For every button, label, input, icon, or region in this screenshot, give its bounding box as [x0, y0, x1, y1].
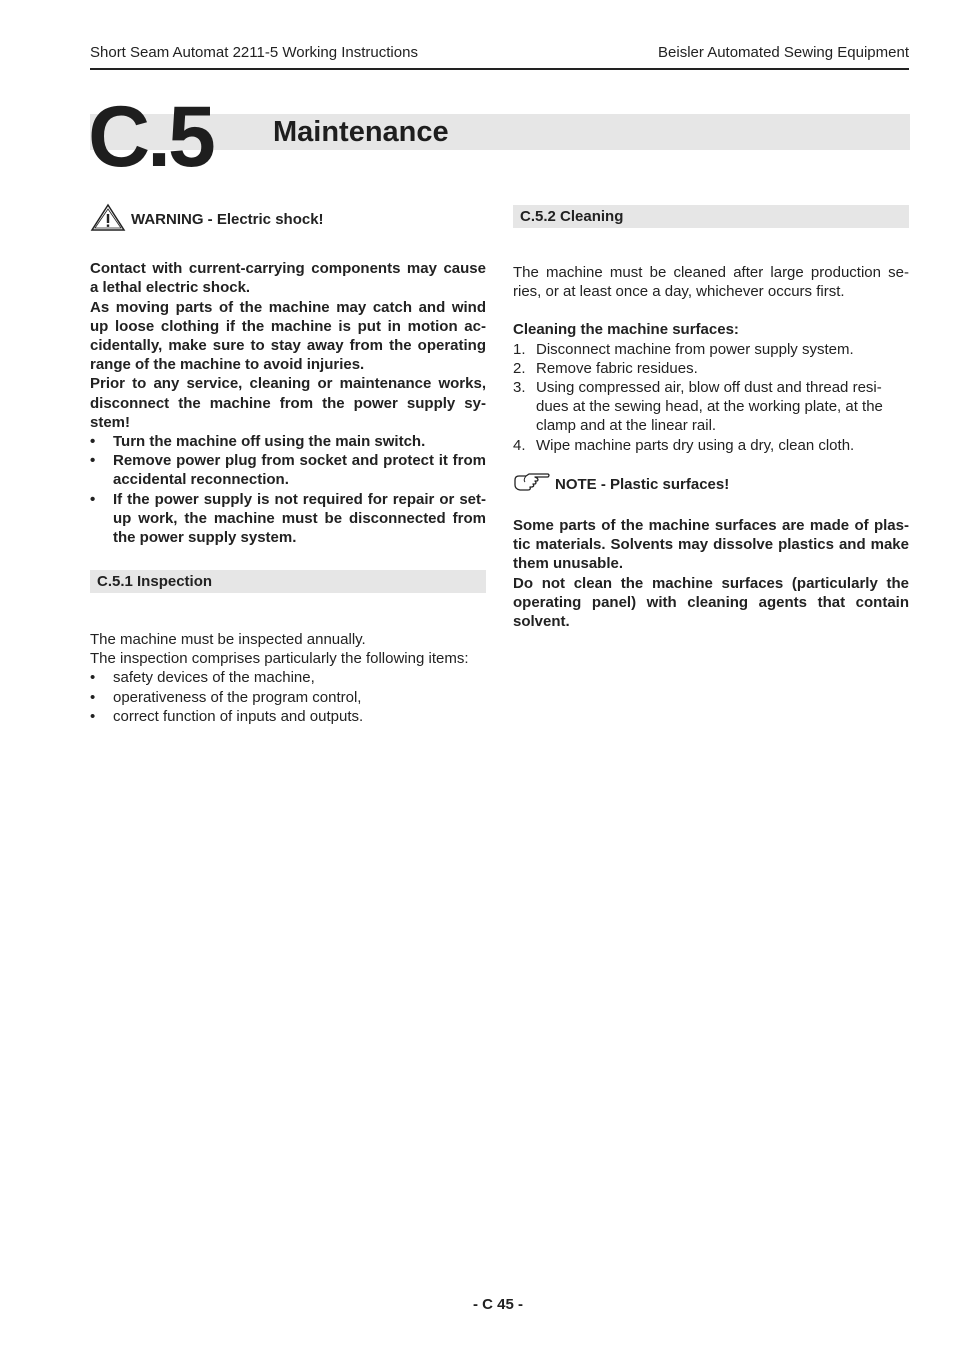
surfaces-heading: Cleaning the machine surfaces:	[513, 321, 739, 339]
warning-bullet-list	[90, 432, 486, 547]
note-paragraph: Some parts of the machine surfaces are made of plas-tic materials. Solvents may dissolve plastics and make them unusable.	[513, 517, 909, 573]
header-left: Short Seam Automat 2211-5 Working Instructions	[90, 44, 418, 61]
header-right: Beisler Automated Sewing Equipment	[658, 44, 909, 61]
left-column	[90, 203, 486, 547]
warning-paragraph: As moving parts of the machine may catch and wind up loose clothing if the machine is put in motion ac-cidentally, make sure to stay away from the operating range of the machine to avoid injuries.	[90, 298, 486, 374]
inspection-line: The machine must be inspected annually.	[90, 631, 366, 648]
list-item: • operativeness of the program control,	[90, 688, 362, 706]
list-item: 4. Wipe machine parts dry using a dry, clean cloth.	[513, 436, 855, 454]
inspection-line: The inspection comprises particularly the following items:	[90, 650, 469, 668]
list-item: • correct function of inputs and outputs.	[90, 707, 364, 725]
page-header	[90, 42, 909, 70]
warning-paragraph: Prior to any service, cleaning or maintenance works, disconnect the machine from the power supply sy-stem!	[90, 375, 486, 431]
cleaning-section	[513, 205, 909, 631]
warning-title: WARNING - Electric shock!	[131, 211, 324, 228]
warning-text	[90, 259, 486, 547]
pointing-hand-icon	[513, 472, 551, 497]
note-text	[513, 516, 909, 631]
list-item: 2. Remove fabric residues.	[513, 359, 698, 377]
chapter-title-bar	[90, 114, 910, 150]
inspection-heading: C.5.1 Inspection	[90, 570, 486, 593]
note-paragraph: Do not clean the machine surfaces (particularly the operating panel) with cleaning agents that contain solvent.	[513, 574, 909, 631]
warning-triangle-icon	[90, 203, 126, 236]
inspection-section	[90, 570, 486, 726]
cleaning-heading: C.5.2 Cleaning	[513, 205, 909, 228]
list-item: • Remove power plug from socket and protect it from accidental reconnection.	[90, 452, 486, 489]
chapter-number: C.5	[88, 89, 213, 185]
page-number: - C 45 -	[472, 1296, 523, 1313]
cleaning-intro: The machine must be cleaned after large production se-ries, or at least once a day, whichever occurs first.	[513, 264, 909, 301]
list-item: • If the power supply is not required for repair or set-up work, the machine must be disconnected from the power supply system.	[90, 490, 486, 547]
chapter-title: Maintenance	[273, 116, 449, 148]
cleaning-steps	[513, 340, 909, 455]
list-item: 1. Disconnect machine from power supply system.	[513, 340, 854, 358]
list-item: • safety devices of the machine,	[90, 669, 315, 687]
list-item: 3. Using compressed air, blow off dust and thread resi-dues at the sewing head, at the working plate, at the clamp and at the linear rail.	[513, 379, 883, 435]
note-title: NOTE - Plastic surfaces!	[555, 475, 730, 493]
warning-heading	[90, 203, 486, 236]
list-item: • Turn the machine off using the main switch.	[90, 433, 426, 451]
warning-paragraph: Contact with current-carrying components may cause a lethal electric shock.	[90, 260, 486, 297]
note-heading	[513, 472, 909, 497]
inspection-bullet-list	[90, 668, 486, 726]
